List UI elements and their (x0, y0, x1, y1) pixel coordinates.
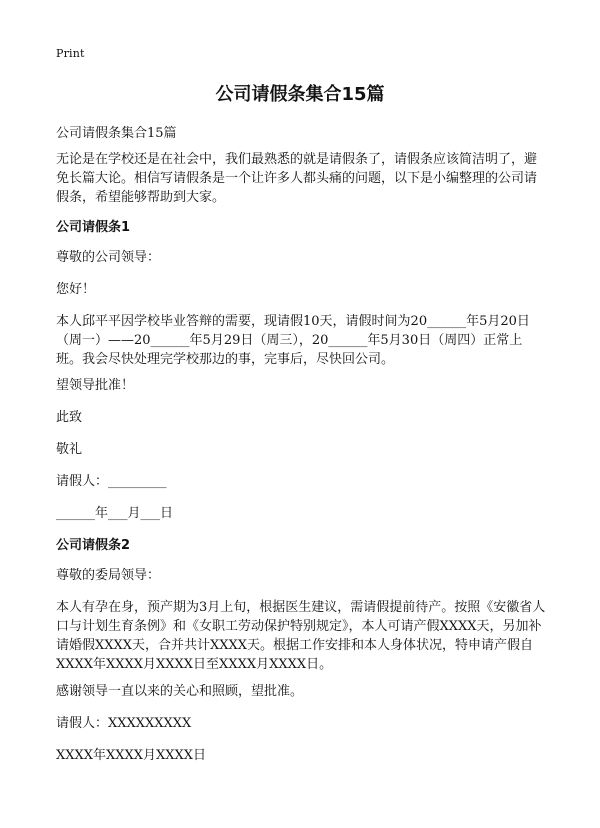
letter1-date: ______年___月___日 (56, 506, 174, 521)
letter2-body: 本人有孕在身，预产期为3月上旬，根据医生建议，需请假提前待产。按照《安徽省人口与计划生育条例》和《女职工劳动保护特别规定》，本人可请产假XXXX天，另加补请婚假XXXX天，合并共计XXXX天。根据工作安排和本人身体状况，特申请产假自XXXX年XXXX月XXXX日至XXXX月XXXX日。 (56, 600, 546, 672)
letter2-thanks: 感谢领导一直以来的关心和照顾，望批准。 (56, 684, 304, 699)
letter2-date: XXXX年XXXX月XXXX日 (56, 748, 207, 763)
letter1-closing-1: 此致 (56, 410, 83, 425)
letter2-heading: 公司请假条2 (56, 538, 131, 553)
letter2-signer: 请假人：XXXXXXXXX (56, 716, 192, 731)
document-subtitle: 公司请假条集合15篇 (56, 126, 177, 141)
letter1-heading: 公司请假条1 (56, 220, 131, 235)
letter2-salutation: 尊敬的委局领导： (56, 568, 161, 583)
print-link[interactable]: Print (56, 47, 85, 60)
letter1-greeting: 您好！ (56, 282, 96, 297)
page-title: 公司请假条集合15篇 (215, 84, 385, 105)
letter1-salutation: 尊敬的公司领导： (56, 250, 161, 265)
letter1-signer: 请假人：_________ (56, 474, 167, 489)
letter1-closing-2: 敬礼 (56, 442, 83, 457)
letter1-request: 望领导批准！ (56, 378, 135, 393)
intro-paragraph: 无论是在学校还是在社会中，我们最熟悉的就是请假条了，请假条应该简洁明了，避免长篇大论。相信写请假条是一个让许多人都头痛的问题，以下是小编整理的公司请假条，希望能够帮助到大家。 (56, 152, 538, 205)
letter1-body: 本人邱平平因学校毕业答辩的需要，现请假10天，请假时间为20______年5月20日（周一）——20______年5月29日（周三），20______年5月30日（周四）正常上班。我会尽快处理完学校那边的事，完事后，尽快回公司。 (56, 314, 530, 367)
